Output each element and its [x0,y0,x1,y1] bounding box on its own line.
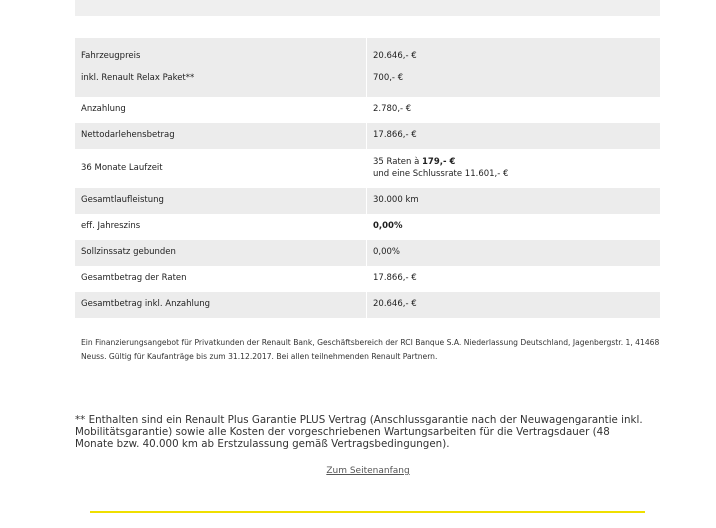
table-row [75,240,660,266]
down-payment-label: Anzahlung [75,97,367,123]
installments-prefix: 35 Raten à [373,156,423,167]
term-label: 36 Monate Laufzeit [75,149,367,188]
grand-total-value: 20.646,- € [367,292,661,318]
fixed-rate-value: 0,00% [367,240,661,266]
final-installment-line: und eine Schlussrate 11.601,- € [373,168,509,179]
back-to-top-link[interactable]: Zum Seitenanfang [326,466,410,476]
accent-divider [90,511,645,513]
total-mileage-label: Gesamtlaufleistung [75,188,367,214]
grand-total-label: Gesamtbetrag inkl. Anzahlung [75,292,367,318]
effective-rate-value: 0,00% [367,214,661,240]
financing-table [75,38,660,318]
table-cell-label [75,38,367,97]
down-payment-value: 2.780,- € [367,97,661,123]
vehicle-price-label: Fahrzeugpreis [81,50,141,61]
table-row [75,214,660,240]
installment-amount: 179,- € [422,156,456,167]
table-row [75,38,660,97]
net-loan-value: 17.866,- € [367,123,661,149]
table-cell-value [367,38,661,97]
total-mileage-value: 30.000 km [367,188,661,214]
fixed-rate-label: Sollzinssatz gebunden [75,240,367,266]
effective-rate-label: eff. Jahreszins [75,214,367,240]
table-row [75,97,660,123]
relax-package-label: inkl. Renault Relax Paket** [81,72,195,83]
net-loan-label: Nettodarlehensbetrag [75,123,367,149]
package-footnote: ** Enthalten sind ein Renault Plus Garantie PLUS Vertrag (Anschlussgarantie nach der Neuwagengarantie inkl. Mobilitätsgarantie) sowie alle Kosten der vorgeschriebenen Wartungsarbeiten für die Vertragsdauer (48 Monate bzw. 40.000 km ab Erstzulassung gemäß Vertragsbedingungen). [75,414,643,450]
table-row [75,292,660,318]
financing-disclaimer: Ein Finanzierungsangebot für Privatkunden der Renault Bank, Geschäftsbereich der RCI Banque S.A. Niederlassung Deutschland, Jagenbergstr. 1, 41468 Neuss. Gültig für Kaufanträge bis zum 31.12.2017. Bei allen teilnehmenden Renault Partnern. [81,338,660,361]
table-row [75,188,660,214]
vehicle-price-value: 20.646,- € [373,50,417,61]
term-value [367,149,661,188]
installments-total-label: Gesamtbetrag der Raten [75,266,367,292]
relax-package-value: 700,- € [373,72,404,83]
installments-total-value: 17.866,- € [367,266,661,292]
table-row [75,149,660,188]
previous-section-block [75,0,660,16]
installments-line [373,157,654,169]
table-row [75,266,660,292]
table-row [75,123,660,149]
